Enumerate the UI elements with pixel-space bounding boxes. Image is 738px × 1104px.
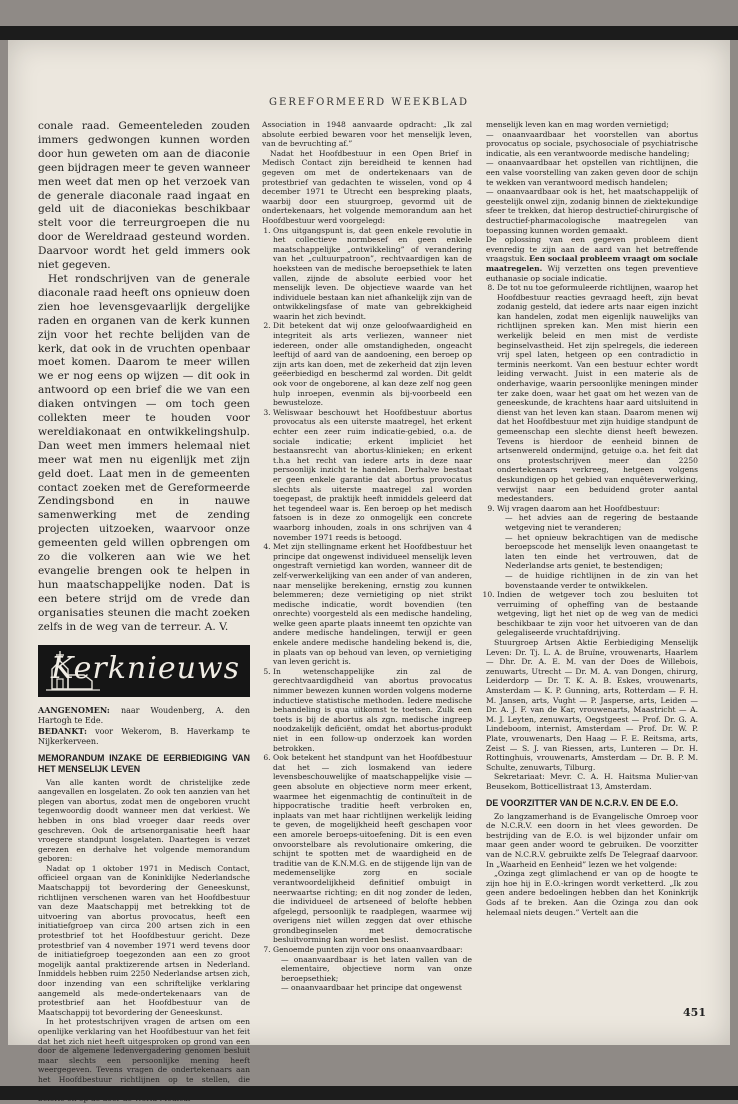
scan-border-bottom <box>0 1086 738 1100</box>
news-item <box>38 705 250 726</box>
text: Wij verzetten ons tegen preventieve euthanasie op sociale indicatie. <box>486 263 698 283</box>
text: De oplossing van een gegeven probleem dient evenredig te zijn aan de aard van het betreffende vraagstuk. <box>486 235 698 264</box>
news-text: naar Woudenberg, A. den Hartogh te Ede. <box>38 705 250 725</box>
paragraph: „Ozinga zegt glimlachend er van op de hoogte te zijn hoe hij in E.O.-kringen wordt verketterd. „Ik zou geen andere bedoelingen hebben dan het Koninkrijk Gods af te breken. Aan die Ozinga zou dan ook helemaal niets deugen.” Vertelt aan die <box>486 869 698 917</box>
memo-list <box>262 226 472 994</box>
news-item <box>38 726 250 747</box>
memo-list-continued <box>486 283 698 638</box>
paragraph: conale raad. Gemeenteleden zouden immers gedwongen kunnen worden door hun geweten om aan de diaconie geen bijdragen meer te geven wanneer men weet dat men op het verzoek van de generale diaconale raad ingaat en geld uit de diaconiekas beschikbaar stelt voor die terreurgroepen die nu door de Wereldraad gesteund worden. Daarvoor wordt het geld immers ook niet gegeven. <box>38 120 250 272</box>
secretary: Sekretariaat: Mevr. C. A. H. Haitsma Mulier-van Beusekom, Botticellistraat 13, Amsterdam. <box>486 772 698 791</box>
page-number: 451 <box>683 1006 706 1019</box>
news-label: BEDANKT: <box>38 725 87 736</box>
news-label: AANGENOMEN: <box>38 704 110 715</box>
article-heading: DE VOORZITTER VAN DE N.C.R.V. EN DE E.O. <box>486 797 679 808</box>
paragraph: Nadat op 1 oktober 1971 in Medisch Contact, officieel orgaan van de Koninklijke Nederlandsche Maatschappij tot bevordering der Geneeskunst, richtlijnen verschenen waren van het Hoofdbestuur van deze Maatschappij met betrekking tot de uitvoering van abortus provocatus, heeft een initiatiefgroep van circa 200 artsen zich in een protestbrief tot het Hoofdbestuur gericht. Deze protestbrief van 4 november 1971 werd tevens door de initiatiefgroep toegezonden aan een zo groot mogelijk aantal praktizerende artsen in Nederland. Inmiddels hebben ruim 2250 Nederlandse artsen zich, door inzending van een schriftelijke verklaring aangemeld als mede-ondertekenaars van de protestbrief aan het Hoofdbestuur van de Maatschappij tot bevordering der Geneeskunst. <box>38 863 250 1017</box>
emphasis: Een sociaal probleem vraagt om sociale maatregelen. <box>486 254 698 273</box>
list-item: 8. De tot nu toe geformuleerde richtlijnen, waarop het Hoofdbestuur reacties gevraagd heeft, zijn bevat zodanig gesteld, dat iedere arts naar eigen inzicht kan handelen, zodat men eigenlijk nauwelijks van richtlijnen spreken kan. Men mist hierin een werkelijk beleid en men mist de verdiste beginselvastheid. Het zijn spelregels, die iedereen vrij spel laten, hetgeen op een contradictio in terminis neerkomt. Van een bestuur echter wordt leiding verwacht. Juist in een materie als de onderhavige, waarin persoonlijke meningen minder ter zake doen, waar het gaat om het wezen van de geneeskunde, de krachtens haar aard uitsluitend in dienst van het leven kan staan. Daarom menen wij dat het Hoofdbestuur met zijn huidige standpunt de gemeenschap een slechte dienst heeft bewezen. Tevens is hierdoor de eenheid binnen de artsenwereld ondermijnd, getuige o.a. het feit dat ons protestschrijven meer dan 2250 ondertekenaars verkreeg, hetgeen volgens deskundigen op het gebied van enquêteverwerking, verwijst naar een beduidend groter aantal medestanders. <box>497 283 698 504</box>
list-item: 10. Indien de wetgever toch zou besluiten tot verruiming of opheffing van de bestaande wetgeving, ligt het niet op de weg van de medici beschikbaar te zijn voor het uitvoeren van de dan gelegaliseerde vruchtafdrijving. <box>497 590 698 638</box>
sub-item: — onaanvaardbaar is het laten vallen van de elementaire, objectieve norm van onze beroepsethiek; <box>281 954 472 983</box>
scan-border-top <box>0 26 738 40</box>
column-2 <box>262 120 472 993</box>
banner-title: Kerknieuws <box>51 650 240 686</box>
paragraph: Association in 1948 aanvaarde opdracht: „Ik zal absolute eerbied bewaren voor het menselijk leven, van de bevruchting af.” <box>262 120 472 149</box>
kerknieuws-banner <box>38 645 250 697</box>
column-1 <box>38 120 250 1104</box>
paragraph: Zo langzamerhand is de Evangelische Omroep voor de N.C.R.V. een doorn in het vlees geworden. De bestrijding van de E.O. is wel bijzonder unfair om maar geen ander woord te gebruiken. De voorzitter van de N.C.R.V. gebruikte zelfs De Telegraaf daarvoor. In „Waarheid en Eenheid” lezen we het volgende: <box>486 811 698 869</box>
paragraph <box>486 235 698 283</box>
signatories: Stuurgroep Artsen Aktie Eerbiediging Menselijk Leven: Dr. Tj. L. A. de Bruïne, vrouwenarts, Haarlem — Dhr. Dr. A. E. M. van der Does de Willebois, zenuwarts, Utrecht — Dr. M. A. van Dongen, chirurg, Leiderdorp — Dr. T. K. A. B. Eskes, vrouwenarts, Amsterdam — K. P. Gunning, arts, Rotterdam — F. H. M. Jansen, arts, Vught — P. Jasperse, arts, Leiden — Dr. A. J. F. van de Kar, vrouwenarts, Maastricht — A. M. J. Leyten, zenuwarts, Oegstgeest — Prof. Dr. G. A. Lindeboom, internist, Amsterdam — Prof. Dr. W. P. Plate, vrouwenarts, Den Haag — F. E. Reitsma, arts, Zeist — S. J. van Riessen, arts, Lunteren — Dr. H. Rottinghuis, vrouwenarts, Amsterdam — Dr. B. P. M. Schulte, zenuwarts, Tilburg. <box>486 638 698 772</box>
sub-item: — het opnieuw bekrachtigen van de medische beroepscode het menselijk leven onaangetast te laten ten einde het vertrouwen, dat de Nederlandse arts geniet, te bestendigen; <box>505 532 698 571</box>
column-3 <box>486 120 698 917</box>
paragraph: — onaanvaardbaar het opstellen van richtlijnen, die een valse voorstelling van zaken geven door de schijn te wekken van verantwoord medisch handelen; <box>486 158 698 187</box>
news-text: voor Wekerom, B. Haverkamp te Nijkerkerveen. <box>38 726 250 746</box>
sub-item: — het advies aan de regering de bestaande wetgeving niet te veranderen; <box>505 513 698 532</box>
sub-item: — onaanvaardbaar het principe dat ongewenst <box>281 983 462 993</box>
paragraph: — onaanvaardbaar het voorstellen van abortus provocatus op sociale, psychosociale of psychiatrische indicatie, als een verantwoorde medische handeling; <box>486 129 698 158</box>
paragraph: — onaanvaardbaar ook is het, het maatschappelijk of geestelijk onwel zijn, zodanig binnen de ziektekundige sfeer te trekken, dat hierop destructief-chirurgische of destructief-pharmacologische maatregelen van toepassing kunnen worden gemaakt. <box>486 187 698 235</box>
list-item: 4. Met zijn stellingname erkent het Hoofdbestuur het principe dat ongewenst individueel menselijk leven ongestraft vernietigd kan worden, wanneer dit de zelf-verwerkelijking van een ander of van anderen, naar menselijke berekening, ernstig zou kunnen belemmeren; deze vernietiging op niet strikt medische indicatie, wordt bovendien (ten onrechte) voorgesteld als een medische handeling, welke geen aparte plaats inneemt ten opzichte van andere medische handelingen, terwijl er geen enkele andere medische handeling bekend is, die, in plaats van op behoud van leven, op vernietiging van leven gericht is. <box>273 542 472 667</box>
list-item-text: Wij vragen daarom aan het Hoofdbestuur: <box>497 503 660 513</box>
sub-item: — de huidige richtlijnen in de zin van het bovenstaande verder te ontwikkelen. <box>505 570 698 590</box>
newspaper-page <box>8 40 730 1084</box>
page-header: GEREFORMEERD WEEKBLAD <box>269 97 469 108</box>
article-heading: MEMORANDUM INZAKE DE EERBIEDIGING VAN HET MENSELIJK LEVEN <box>38 752 250 774</box>
list-item-text: Genoemde punten zijn voor ons onaanvaardbaar: <box>273 945 463 955</box>
paragraph: In het protestschrijven vragen de artsen om een openlijke verklaring van het Hoofdbestuur van het feit dat het zich niet heeft uitgesproken op grond van een door de algemene ledenvergadering genomen besluit maar slechts een persoonlijke mening heeft weergegeven. Tevens vragen de ondertekenaars aan het Hoofdbestuur richtlijnen op te stellen, die <box>38 1017 250 1084</box>
list-item: 3. Weliswaar beschouwt het Hoofdbestuur abortus provocatus als een uiterste maatregel, het erkent echter een zeer ruim indicatie-gebied, o.a. de sociale indicatie; erkent impliciet het bestaansrecht van abortus-klinieken; en erkent t.h.a het recht van iedere arts in deze naar persoonlijk inzicht te handelen. Derhalve bestaat er geen enkele garantie dat abortus provocatus slechts als uiterste maatregel zal worden toegepast, de praktijk heeft inmiddels geleerd dat het tegendeel waar is. Een beroep op het medisch fatsoen is in deze zo onmogelijk een concrete waarborg inhouden, zoals in ons schrijven van 4 november 1971 reeds is betoogd. <box>273 408 472 542</box>
list-item <box>273 945 472 993</box>
list-item <box>497 504 698 590</box>
paragraph: Van alle kanten wordt de christelijke zede aangevallen en losgelaten. Zo ook ten aanzien van het plegen van abortus, zodat men de ongeboren vrucht tegenwoordig doodt wanneer men dat verkiest. We hebben in ons blad vroeger daar reeds over geschreven. Ook de artsenorganisatie heeft haar vroegere standpunt losgelaten. Daartegen is verzet gerezen en derhalve het volgende memorandum geboren: <box>38 777 250 864</box>
list-item: 5. In wetenschappelijke zin zal de gerechtvaardigdheid van abortus provocatus nimmer bewezen kunnen worden volgens moderne inductieve statistische methoden. Iedere medische behandeling is qua uitkomst te toetsen. Zulk een toets is bij de abortus als zgn. medische ingreep noodzakelijk deficiënt, omdat het abortus-produkt niet in een follow-up onderzoek kan worden betrokken. <box>273 667 472 753</box>
list-item: 2. Dit betekent dat wij onze geloofwaardigheid en integriteit als arts verliezen, wanneer niet iedereen, onder alle omstandigheden, ongeacht leeftijd of aard van de aandoening, een beroep op zijn arts kan doen, met de zekerheid dat zijn leven geëerbiedigd en beschermd zal worden. Dit geldt ook voor de ongeborene, al kan deze zelf nog geen hulp inroepen, evenmin als bij-voorbeeld een bewusteloze. <box>273 321 472 407</box>
list-item: 6. Ook betekent het standpunt van het Hoofdbestuur dat het — zich losmakend van iedere levensbeschouwelijke of maatschappelijke visie — geen absolute en objectieve norm meer erkent, waarmee het eigenmachtig de continuïteit in de hippocratische traditie heeft verbroken en, inplaats van met haar richtlijnen werkelijk leiding te geven, de mogelijkheid heeft geschapen voor een amorele beroeps-uitoefening. Dit is een even onvoorstelbare als revolutionaire omkering, die schijnt te spotten met de waardigheid en de traditie van de K.N.M.G. en de stijgende lijn van de medemenselijke zorg en sociale verantwoordelijkheid definitief ombuigt in neerwaartse richting; en dit nog zonder de leden, die individueel de artseneed of belofte hebben afgelegd, persoonlijk te raadplegen, waarmee wij overigens niet willen zeggen dat over ethische grondbeginselen met democratische besluitvorming kan worden beslist. <box>273 753 472 945</box>
paragraph: menselijk leven kan en mag worden vernietigd; <box>486 120 669 129</box>
list-item: 1. Ons uitgangspunt is, dat geen enkele revolutie in het collectieve normbesef en geen enkele maatschappelijke „ontwikkeling” of verandering van het „cultuurpatroon”, rechtvaardigen kan de hoeksteen van de medische beroepsethiek te laten vallen, zijnde de absolute eerbied voor het menselijk leven. De objectieve waarde van het individuele bestaan kan niet afhankelijk zijn van de ontwikkelingsfase of mate van gebrekkigheid waarin het zich bevindt. <box>273 226 472 322</box>
paragraph: Het rondschrijven van de generale diaconale raad heeft ons opnieuw doen zien hoe levensgevaarlijk dergelijke raden en organen van de kerk kunnen zijn voor het rechte belijden van de kerk, dat ook in de vruchten openbaar moet komen. Daarom te meer willen we er nog eens op wijzen — dit ook in antwoord op een brief die we van een diaken ontvingen — om toch geen collekten meer te houden voor wereldiakonaat en ontwikkelingshulp. Dan weet men immers helemaal niet meer wat men nu eigenlijk met zijn geld doet. Laat men in de gemeenten contact zoeken met de Gereformeerde Zendingsbond en in nauwe samenwerking met de zending projecten uitzoeken, waarvoor onze gemeenten geld willen opbrengen om zo die volkeren aan wie we het evangelie brengen ook te helpen in hun maatschappelijke noden. Dat is een betere strijd om de vrede dan organisaties steunen die macht zoeken zelfs in de weg van de terreur. A. V. <box>38 272 250 633</box>
paragraph: Nadat het Hoofdbestuur in een Open Brief in Medisch Contact zijn bereidheid te kennen had gegeven om met de ondertekenaars van de protestbrief van gedachten te wisselen, vond op 4 december 1971 te Utrecht een bespreking plaats, waarbij door een stuurgroep, gevormd uit de ondertekenaars, het volgende memorandum aan het Hoofdbestuur werd voorgelegd: <box>262 148 472 225</box>
memo-text <box>38 778 250 1104</box>
editorial-text <box>38 120 250 635</box>
